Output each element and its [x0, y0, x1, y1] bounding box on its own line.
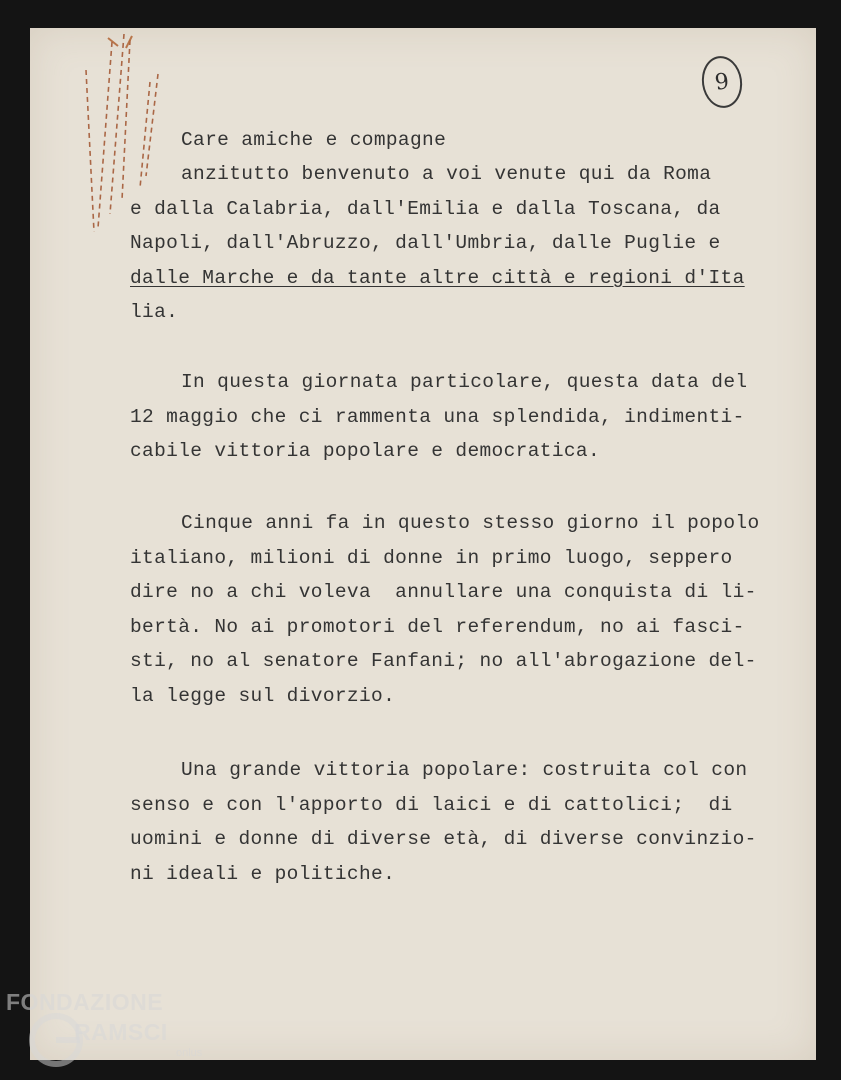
text-line: In questa giornata particolare, questa data del	[181, 371, 748, 393]
fondazione-gramsci-watermark	[4, 988, 214, 1076]
text-line: senso e con l'apporto di laici e di cattolici; di	[130, 794, 733, 816]
text-line: ni ideali e politiche.	[130, 863, 396, 885]
text-line: sti, no al senatore Fanfani; no all'abrogazione del-	[130, 650, 757, 672]
text-line: Napoli, dall'Abruzzo, dall'Umbria, dalle Puglie e	[130, 232, 721, 254]
text-line: dalle Marche e da tante altre città e regioni d'Ita	[130, 267, 745, 289]
text-line: bertà. No ai promotori del referendum, no ai fasci-	[130, 616, 745, 638]
text-line: Care amiche e compagne	[181, 129, 447, 151]
text-line: italiano, milioni di donne in primo luogo, seppero	[130, 547, 733, 569]
text-line: Cinque anni fa in questo stesso giorno il popolo	[181, 512, 760, 534]
page-number: 9	[699, 53, 746, 110]
text-line: 12 maggio che ci rammenta una splendida, indimenti-	[130, 406, 745, 428]
text-line: Una grande vittoria popolare: costruita col con	[181, 759, 748, 781]
watermark-line3: onlus	[176, 1047, 203, 1059]
text-line: cabile vittoria popolare e democratica.	[130, 440, 601, 462]
text-line: la legge sul divorzio.	[130, 685, 396, 707]
text-line: dire no a chi voleva annullare una conquista di li-	[130, 581, 757, 603]
text-line: anzitutto benvenuto a voi venute qui da Roma	[181, 163, 712, 185]
text-line: uomini e donne di diverse età, di diverse convinzio-	[130, 828, 757, 850]
watermark-line2: RAMSCI	[74, 1019, 168, 1045]
text-line: lia.	[130, 301, 179, 323]
text-line: e dalla Calabria, dall'Emilia e dalla Toscana, da	[130, 198, 721, 220]
watermark-line1: FONDAZIONE	[6, 989, 164, 1015]
